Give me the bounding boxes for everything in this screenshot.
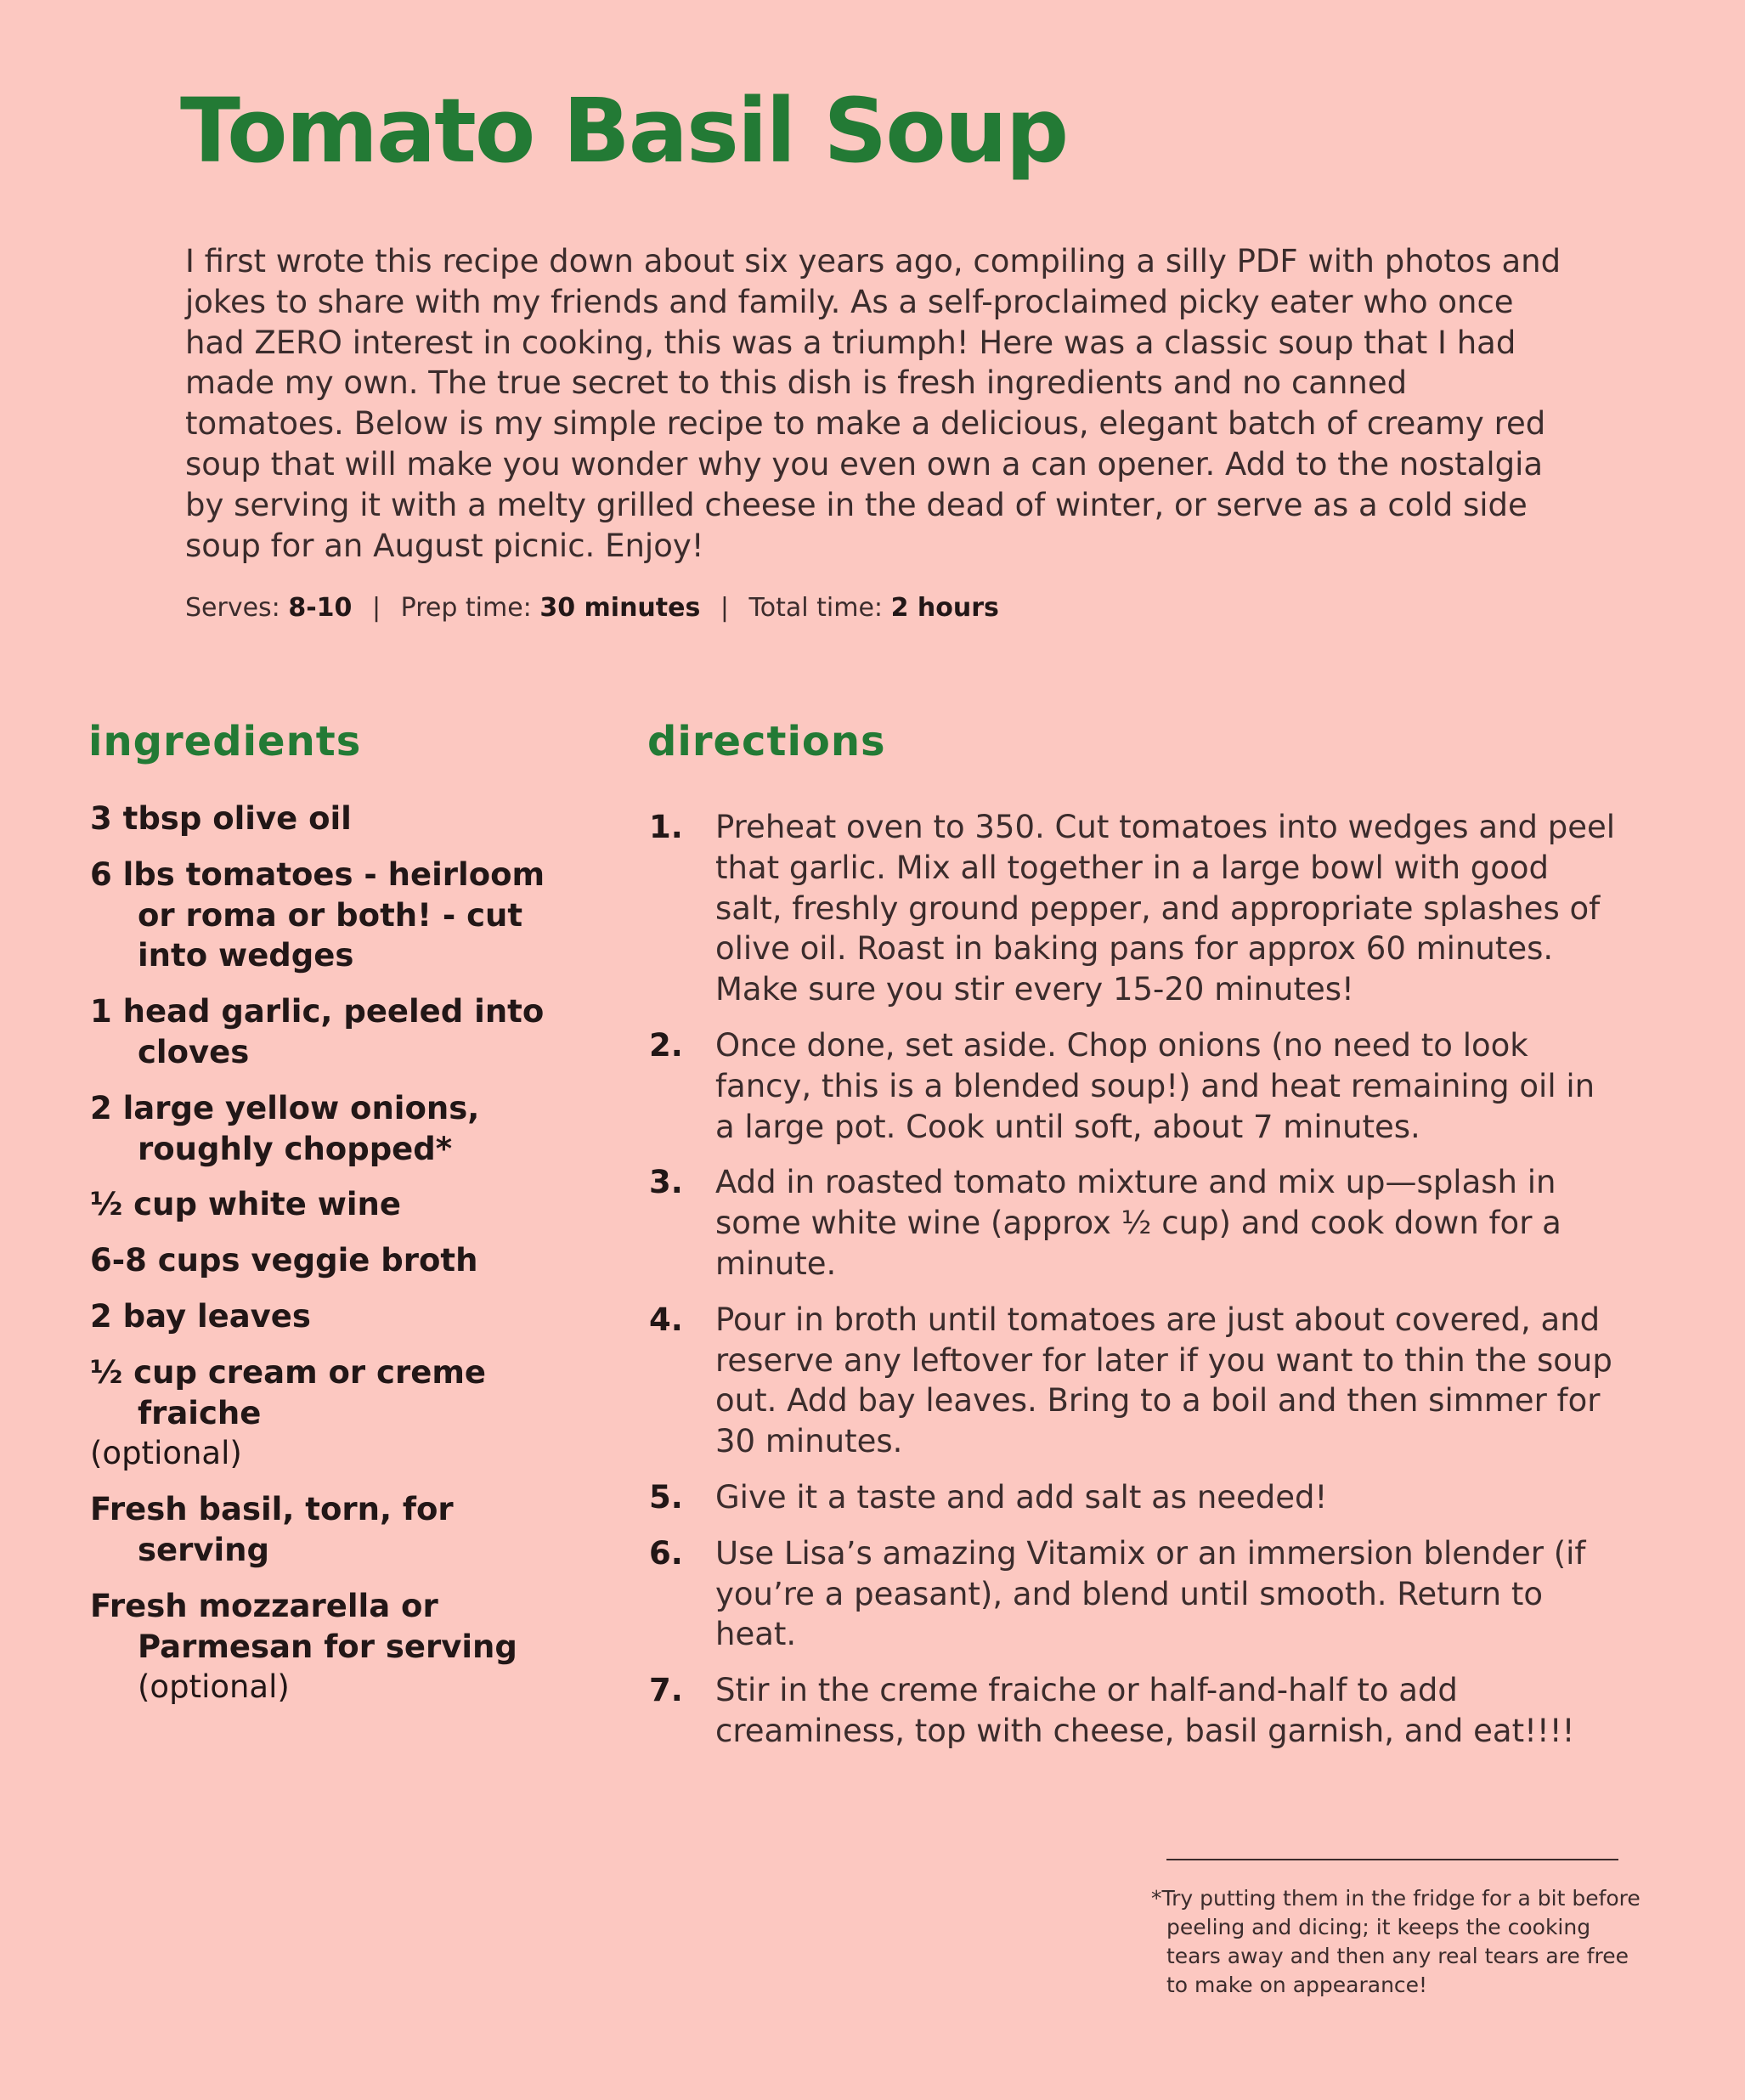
ingredient-item — [90, 855, 566, 976]
step-text: Stir in the creme fraiche or half-and-half to add creaminess, top with cheese, basil garnish, and eat!!!! — [715, 1672, 1575, 1749]
step-text: Give it a taste and add salt as needed! — [715, 1478, 1328, 1516]
ingredient-item — [90, 1352, 566, 1474]
direction-step — [649, 1162, 1618, 1284]
ingredient-note: (optional) — [90, 1435, 242, 1472]
ingredient-text: 1 head garlic, peeled into cloves — [90, 993, 545, 1070]
meta-separator: | — [720, 593, 729, 623]
meta-separator: | — [371, 593, 381, 623]
ingredient-item — [90, 1184, 566, 1225]
step-text: Add in roasted tomato mixture and mix up—splash in some white wine (approx ½ cup) and cook down for a minute. — [715, 1164, 1561, 1282]
ingredient-item — [90, 1088, 566, 1170]
ingredient-text: 2 large yellow onions, roughly chopped* — [90, 1089, 480, 1167]
ingredient-item — [90, 1586, 566, 1708]
step-number: 5. — [649, 1478, 683, 1516]
direction-step — [649, 1533, 1618, 1655]
step-text: Preheat oven to 350. Cut tomatoes into wedges and peel that garlic. Mix all together in a large bowl with good salt, freshly ground pepper, and appropriate splashes of olive oil. Roast in baking pans for approx 60 minutes. Make sure you stir every 15-20 minutes! — [715, 809, 1615, 1008]
ingredient-text: 2 bay leaves — [90, 1297, 311, 1335]
step-text: Pour in broth until tomatoes are just about covered, and reserve any leftover for later if you want to thin the soup out. Add bay leaves. Bring to a boil and then simmer for 30 minutes. — [715, 1301, 1612, 1460]
step-number: 2. — [649, 1026, 683, 1064]
ingredient-text: Fresh basil, torn, for serving — [90, 1491, 454, 1568]
step-number: 3. — [649, 1164, 683, 1201]
step-number: 1. — [649, 809, 683, 845]
prep-time-label: Prep time: — [400, 593, 532, 623]
step-text: Once done, set aside. Chop onions (no need to look fancy, this is a blended soup!) and heat remaining oil in a large pot. Cook until soft, about 7 minutes. — [715, 1026, 1595, 1145]
ingredients-list — [90, 799, 566, 1723]
step-number: 6. — [649, 1534, 683, 1572]
ingredient-item — [90, 1296, 566, 1337]
ingredients-heading: ingredients — [88, 718, 362, 765]
step-text: Use Lisa’s amazing Vitamix or an immersion blender (if you’re a peasant), and blend until smooth. Return to heat. — [715, 1534, 1586, 1653]
ingredient-note: (optional) — [138, 1668, 290, 1706]
recipe-meta — [185, 591, 1460, 625]
serves-value: 8-10 — [288, 593, 353, 623]
ingredient-item — [90, 1240, 566, 1281]
direction-step — [649, 1477, 1618, 1518]
ingredient-item — [90, 799, 566, 839]
ingredient-text: 3 tbsp olive oil — [90, 800, 352, 837]
direction-step — [649, 807, 1618, 1010]
ingredient-text: 6-8 cups veggie broth — [90, 1242, 478, 1279]
serves-label: Serves: — [185, 593, 280, 623]
total-time-value: 2 hours — [890, 593, 999, 623]
directions-heading: directions — [647, 718, 886, 765]
recipe-title: Tomato Basil Soup — [180, 79, 1068, 183]
ingredient-text: ½ cup white wine — [90, 1186, 401, 1223]
step-number: 4. — [649, 1301, 683, 1338]
direction-step — [649, 1670, 1618, 1752]
direction-step — [649, 1025, 1618, 1147]
footnote-divider — [1166, 1859, 1618, 1860]
step-number: 7. — [649, 1672, 683, 1709]
ingredient-item — [90, 991, 566, 1073]
ingredient-text: 6 lbs tomatoes - heirloom or roma or both! - cut into wedges — [90, 855, 545, 974]
recipe-intro: I first wrote this recipe down about six years ago, compiling a silly PDF with photos and jokes to share with my friends and family. As a self-proclaimed picky eater who once had ZERO interest in cooking, this was a triumph! Here was a classic soup that I had made my own. The true secret to this dish is fresh ingredients and no canned tomatoes. Below is my simple recipe to make a delicious, elegant batch of creamy red soup that will make you wonder why you even own a can opener. Add to the nostalgia by serving it with a melty grilled cheese in the dead of winter, or serve as a cold side soup for an August picnic. Enjoy! — [185, 243, 1561, 564]
footnote: *Try putting them in the fridge for a bit before peeling and dicing; it keeps the cooking tears away and then any real tears are free to make on appearance! — [1151, 1886, 1641, 1997]
directions-list — [649, 807, 1618, 1767]
prep-time-value: 30 minutes — [539, 593, 701, 623]
total-time-label: Total time: — [748, 593, 884, 623]
ingredient-text: ½ cup cream or creme fraiche — [90, 1353, 486, 1431]
ingredient-item — [90, 1489, 566, 1571]
ingredient-text: Fresh mozzarella or Parmesan for serving — [90, 1587, 517, 1665]
direction-step — [649, 1300, 1618, 1462]
